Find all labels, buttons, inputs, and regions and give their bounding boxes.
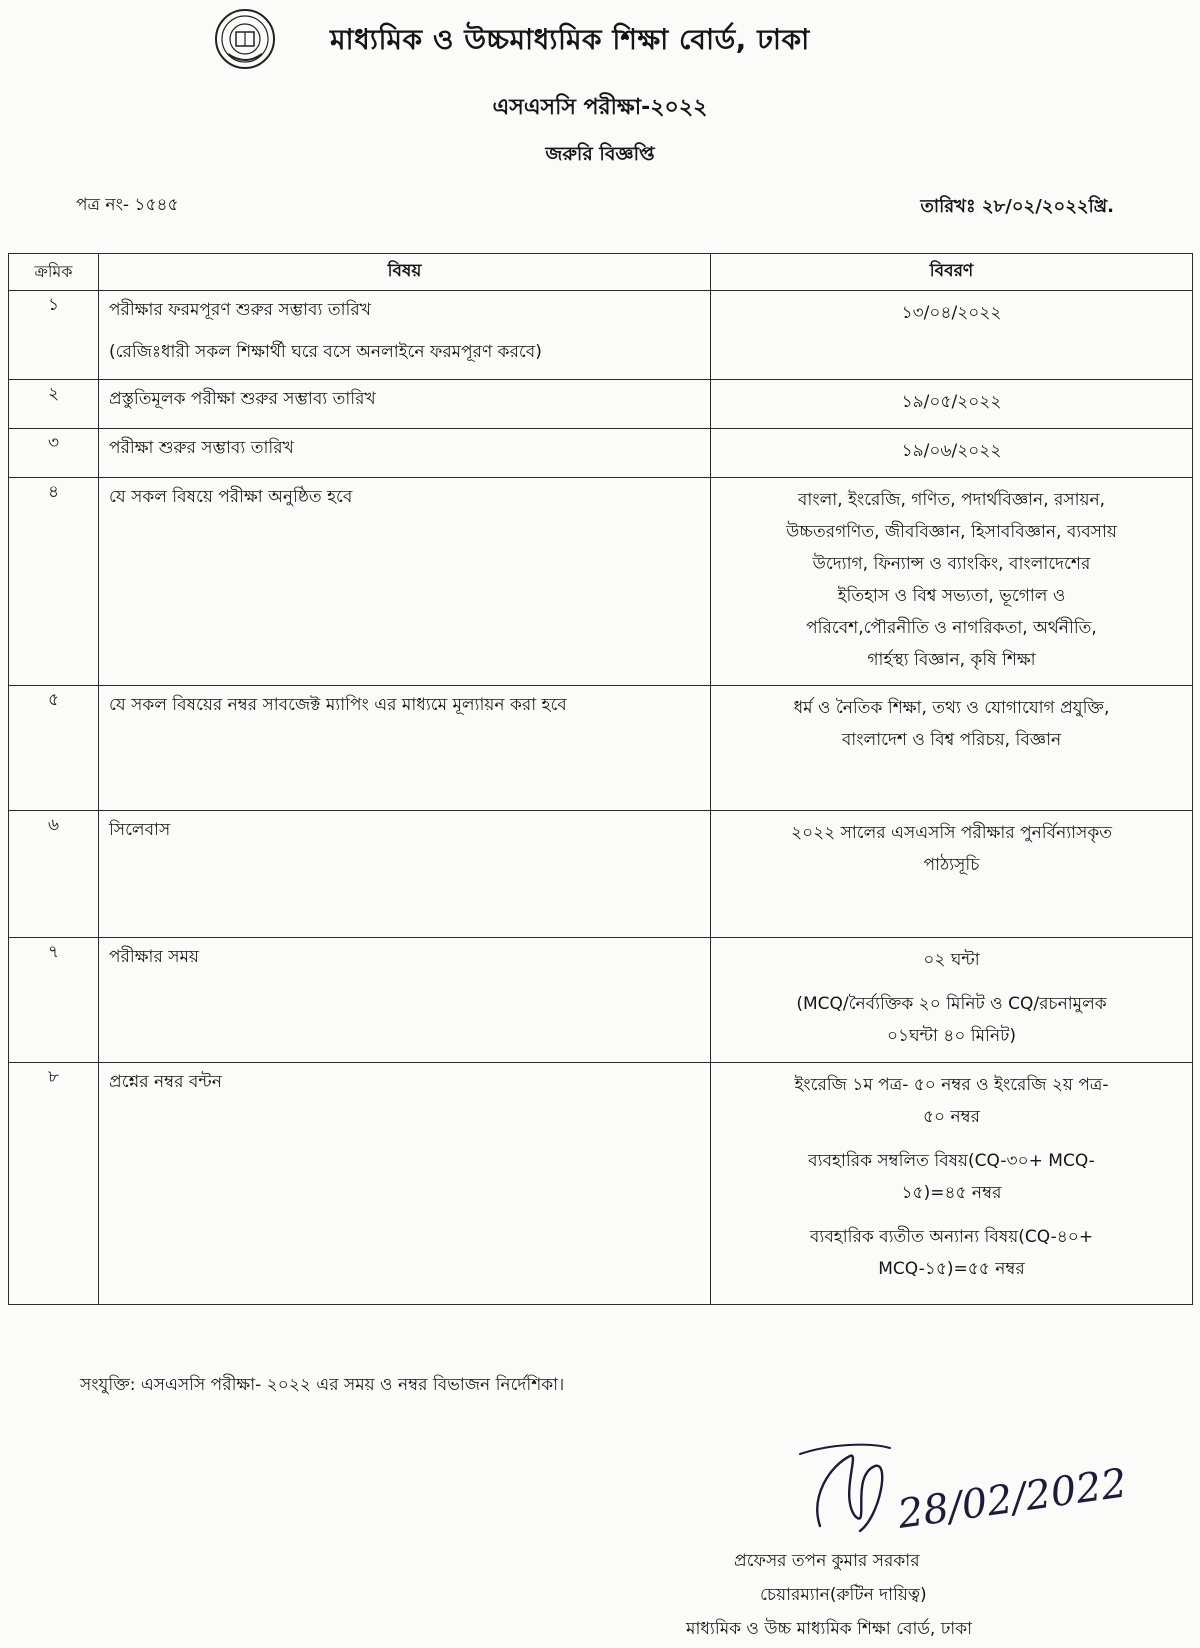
table-row: [9, 811, 1193, 938]
signature-date: 28/02/2022: [894, 1460, 1130, 1538]
row-subject: [99, 291, 711, 380]
detail-line: উদ্যোগ, ফিন্যান্স ও ব্যাংকিং, বাংলাদেশের: [812, 554, 1091, 574]
notice-table: [8, 253, 1193, 1305]
row-details: [711, 429, 1193, 478]
table-row: [9, 429, 1193, 478]
row-subject: যে সকল বিষয়ের নম্বর সাবজেক্ট ম্যাপিং এর মাধ্যমে মূল্যায়ন করা হবে: [99, 686, 711, 811]
signatory-designation: চেয়ারম্যান(রুটিন দায়িত্ব): [760, 1585, 927, 1605]
detail-line: বাংলা, ইংরেজি, গণিত, পদার্থবিজ্ঞান, রসায়ন,: [797, 490, 1106, 510]
table-row: [9, 1063, 1193, 1305]
table-row: [9, 380, 1193, 429]
row-details: [711, 291, 1193, 380]
header-serial: ক্রমিক: [9, 254, 99, 291]
row-subject: পরীক্ষার সময়: [99, 938, 711, 1063]
detail-line: ইতিহাস ও বিশ্ব সভ্যতা, ভূগোল ও: [837, 586, 1066, 606]
detail-line: ১৫)=৪৫ নম্বর: [901, 1183, 1002, 1203]
row-subject: যে সকল বিষয়ে পরীক্ষা অনুষ্ঠিত হবে: [99, 478, 711, 686]
detail-line: পাঠ্যসূচি: [923, 855, 980, 875]
row-serial: ৩: [9, 429, 99, 478]
row-serial: ১: [9, 291, 99, 380]
row-details: [711, 811, 1193, 938]
detail-line: MCQ-১৫)=৫৫ নম্বর: [878, 1259, 1025, 1279]
exam-title: এসএসসি পরীক্ষা-২০২২: [492, 95, 708, 120]
detail-line: ব্যবহারিক ব্যতীত অন্যান্য বিষয়(CQ-৪০+: [809, 1227, 1094, 1247]
table-row: [9, 686, 1193, 811]
row-subject-text: পরীক্ষার ফরমপূরণ শুরুর সম্ভাব্য তারিখ: [109, 300, 371, 320]
row-serial: ২: [9, 380, 99, 429]
detail-line: ১৯/০৫/২০২২: [901, 392, 1002, 412]
row-subject: পরীক্ষা শুরুর সম্ভাব্য তারিখ: [99, 429, 711, 478]
detail-line: ২০২২ সালের এসএসসি পরীক্ষার পুনর্বিন্যাসকৃত: [791, 823, 1112, 843]
row-details: [711, 938, 1193, 1063]
detail-line: (MCQ/নৈর্ব্যক্তিক ২০ মিনিট ও CQ/রচনামুলক: [796, 994, 1107, 1014]
table-row: [9, 291, 1193, 380]
row-subject: প্রস্তুতিমূলক পরীক্ষা শুরুর সম্ভাব্য তারিখ: [99, 380, 711, 429]
detail-line: ইংরেজি ১ম পত্র- ৫০ নম্বর ও ইংরেজি ২য় পত্র-: [794, 1075, 1109, 1095]
memo-number: পত্র নং- ১৫৪৫: [76, 195, 179, 215]
row-details: [711, 1063, 1193, 1305]
row-serial: ৪: [9, 478, 99, 686]
table-row: [9, 478, 1193, 686]
header-subject: বিষয়: [99, 254, 711, 291]
notice-title: জরুরি বিজ্ঞপ্তি: [545, 143, 655, 165]
letterhead: [0, 0, 1200, 165]
table-header-row: [9, 254, 1193, 291]
board-name: মাধ্যমিক ও উচ্চমাধ্যমিক শিক্ষা বোর্ড, ঢাকা: [330, 23, 810, 56]
handwritten-signature: [780, 1436, 1160, 1546]
detail-line: ০১ঘন্টা ৪০ মিনিট): [887, 1026, 1016, 1046]
detail-line: ধর্ম ও নৈতিক শিক্ষা, তথ্য ও যোগাযোগ প্রযুক্তি,: [793, 698, 1110, 718]
row-serial: ৫: [9, 686, 99, 811]
header-details: বিবরণ: [711, 254, 1193, 291]
row-details: [711, 380, 1193, 429]
board-seal-icon: [214, 8, 276, 70]
row-serial: ৬: [9, 811, 99, 938]
attachment-note: সংযুক্তি: এসএসসি পরীক্ষা- ২০২২ এর সময় ও নম্বর বিভাজন নির্দেশিকা।: [80, 1375, 565, 1395]
signatory-office: মাধ্যমিক ও উচ্চ মাধ্যমিক শিক্ষা বোর্ড, ঢাকা: [686, 1619, 973, 1639]
detail-line: বাংলাদেশ ও বিশ্ব পরিচয়, বিজ্ঞান: [841, 730, 1062, 750]
detail-line: ব্যবহারিক সম্বলিত বিষয়(CQ-৩০+ MCQ-: [808, 1151, 1095, 1171]
detail-line: উচ্চতরগণিত, জীববিজ্ঞান, হিসাববিজ্ঞান, ব্যবসায়: [786, 522, 1117, 542]
table-row: [9, 938, 1193, 1063]
detail-line: ০২ ঘন্টা: [923, 950, 980, 970]
row-subject: সিলেবাস: [99, 811, 711, 938]
signatory-name: প্রফেসর তপন কুমার সরকার: [734, 1551, 920, 1571]
detail-line: ৫০ নম্বর: [922, 1107, 980, 1127]
row-subject: প্রশ্নের নম্বর বন্টন: [99, 1063, 711, 1305]
row-details: [711, 478, 1193, 686]
detail-line: গার্হস্থ্য বিজ্ঞান, কৃষি শিক্ষা: [867, 650, 1036, 670]
detail-line: ১৩/০৪/২০২২: [901, 303, 1002, 323]
detail-line: ১৯/০৬/২০২২: [901, 441, 1002, 461]
row-details: [711, 686, 1193, 811]
detail-line: পরিবেশ,পৌরনীতি ও নাগরিকতা, অর্থনীতি,: [806, 618, 1097, 638]
notice-date: তারিখঃ ২৮/০২/২০২২খ্রি.: [920, 196, 1114, 217]
row-serial: ৭: [9, 938, 99, 1063]
row-subject-note: (রেজিঃধারী সকল শিক্ষার্থী ঘরে বসে অনলাইনে ফরমপূরণ করবে): [109, 342, 542, 362]
row-serial: ৮: [9, 1063, 99, 1305]
